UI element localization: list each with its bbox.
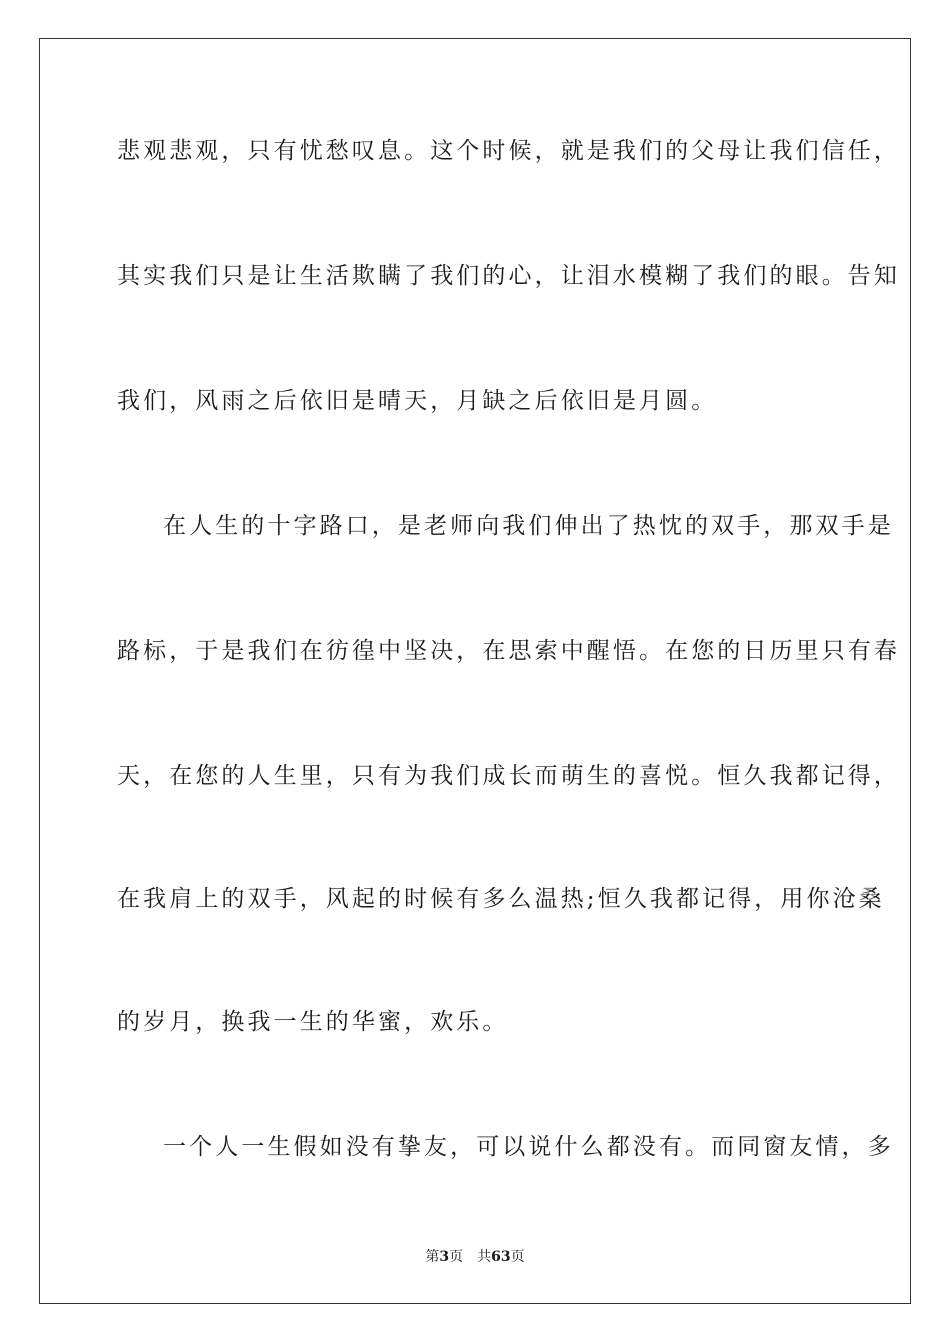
page-footer (0, 1248, 950, 1266)
total-pages: 63 (491, 1249, 511, 1265)
paragraph-line: 天，在您的人生里，只有为我们成长而萌生的喜悦。恒久我都记得， (117, 763, 900, 789)
page-number: 3 (439, 1249, 450, 1265)
paragraph-line: 悲观悲观，只有忧愁叹息。这个时候，就是我们的父母让我们信任， (117, 138, 900, 164)
paragraph-line: 在人生的十字路口，是老师向我们伸出了热忱的双手，那双手是 (163, 513, 894, 539)
total-prefix: 共 (477, 1249, 492, 1265)
paragraph-line: 路标，于是我们在彷徨中坚决，在思索中醒悟。在您的日历里只有春 (117, 638, 900, 664)
paragraph-line: 在我肩上的双手，风起的时候有多么温热;恒久我都记得，用你沧桑 (117, 886, 885, 912)
paragraph-line: 一个人一生假如没有挚友，可以说什么都没有。而同窗友情，多 (163, 1134, 894, 1160)
paragraph-line: 其实我们只是让生活欺瞒了我们的心，让泪水模糊了我们的眼。告知 (117, 263, 900, 289)
paragraph-line: 的岁月，换我一生的华蜜，欢乐。 (117, 1009, 509, 1035)
page-border (39, 38, 911, 1304)
page-suffix: 页 (449, 1249, 464, 1265)
total-suffix: 页 (510, 1249, 525, 1265)
page-prefix: 第 (425, 1249, 440, 1265)
paragraph-line: 我们，风雨之后依旧是晴天，月缺之后依旧是月圆。 (117, 388, 718, 414)
